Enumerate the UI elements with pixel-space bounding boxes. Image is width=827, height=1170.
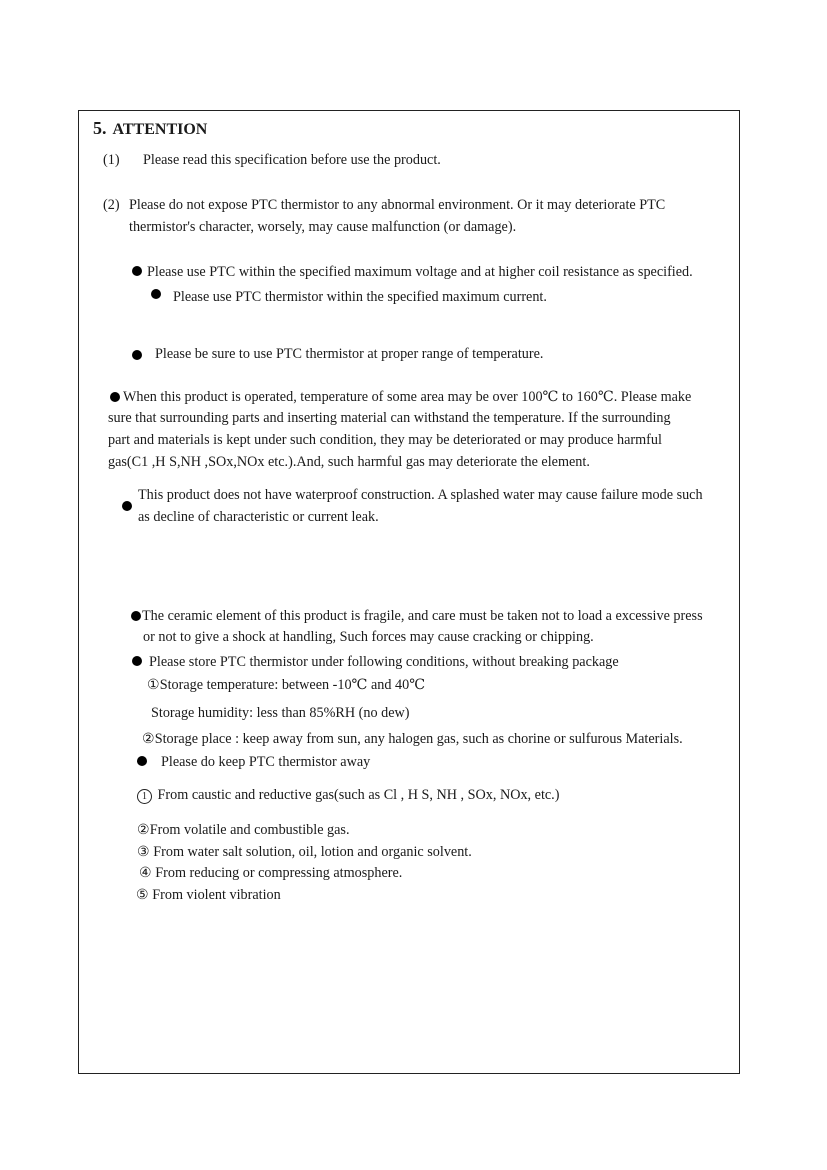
bullet4-line2: sure that surrounding parts and inserting material can withstand the temperature. If the surrounding [108, 410, 671, 426]
bullet-icon [132, 350, 142, 360]
storage-place: ②Storage place : keep away from sun, any halogen gas, such as chorine or sulfurous Materials. [142, 731, 683, 747]
bullet-icon [132, 266, 142, 276]
keep-away-item-3: ③ From water salt solution, oil, lotion and organic solvent. [137, 844, 472, 860]
bullet-icon [137, 756, 147, 766]
bullet6-line1-text: The ceramic element of this product is fragile, and care must be taken not to load a excessive press [142, 608, 703, 624]
bullet-icon [122, 501, 132, 511]
bullet-icon [131, 611, 141, 621]
bullet4-line4: gas(C1 ,H S,NH ,SOx,NOx etc.).And, such harmful gas may deteriorate the element. [108, 454, 590, 470]
bullet6-line1 [131, 607, 703, 625]
keep-away-item-1 [137, 786, 559, 804]
keep-away-item-1-text: From caustic and reductive gas(such as Cl , H S, NH , SOx, NOx, etc.) [157, 787, 560, 803]
bullet5-line2: as decline of characteristic or current leak. [138, 509, 379, 525]
item1-text: Please read this specification before use the product. [143, 152, 441, 168]
bullet4-line1 [110, 388, 691, 406]
item2-line1: Please do not expose PTC thermistor to any abnormal environment. Or it may deteriorate PTC [129, 197, 666, 213]
keep-away-item-4: ④ From reducing or compressing atmosphere. [139, 865, 403, 881]
bullet-icon [132, 656, 142, 666]
circled-number: 1 [137, 789, 152, 804]
storage-temperature: ①Storage temperature: between -10℃ and 40℃ [147, 677, 426, 693]
keep-away-item-5: ⑤ From violent vibration [136, 887, 281, 903]
bullet4-line3: part and materials is kept under such condition, they may be deteriorated or may produce harmful [108, 432, 662, 448]
bullet2-text: Please use PTC thermistor within the specified maximum current. [173, 289, 547, 305]
bullet8-text: Please do keep PTC thermistor away [161, 754, 371, 770]
bullet7-text: Please store PTC thermistor under following conditions, without breaking package [149, 654, 619, 670]
bullet4-line1-text: When this product is operated, temperature of some area may be over 100℃ to 160℃. Please make [123, 389, 692, 405]
keep-away-item-2: ②From volatile and combustible gas. [137, 822, 350, 838]
storage-humidity: Storage humidity: less than 85%RH (no dew) [151, 705, 410, 721]
item1-marker: (1) [103, 152, 120, 168]
page-frame [78, 110, 740, 1074]
bullet3-text: Please be sure to use PTC thermistor at proper range of temperature. [155, 346, 544, 362]
bullet5-line1: This product does not have waterproof construction. A splashed water may cause failure mode such [138, 487, 703, 503]
bullet-icon [110, 392, 120, 402]
section-title: ATTENTION [112, 121, 208, 138]
item2-line2: thermistor's character, worsely, may cause malfunction (or damage). [129, 219, 517, 235]
bullet-icon [151, 289, 161, 299]
bullet6-line2: or not to give a shock at handling, Such forces may cause cracking or chipping. [143, 629, 594, 645]
item2-marker: (2) [103, 197, 120, 213]
section-heading [93, 118, 207, 139]
bullet1-text: Please use PTC within the specified maximum voltage and at higher coil resistance as specified. [147, 264, 693, 280]
section-number: 5. [93, 118, 107, 138]
